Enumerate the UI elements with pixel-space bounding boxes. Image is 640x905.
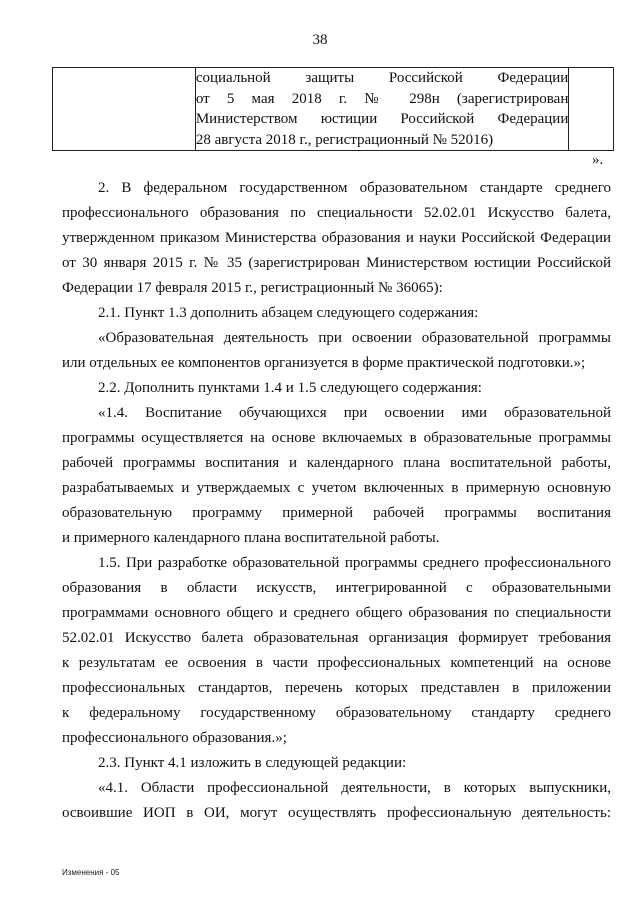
table-text-line: от 5 мая 2018 г. № 298н (зарегистрирован	[195, 90, 569, 107]
text-line: 2.2. Дополнить пунктами 1.4 и 1.5 следующего содержания:	[98, 380, 482, 396]
text-line: 52.02.01 Искусство балета образовательная организация формирует требования	[62, 630, 611, 646]
footer-note: Изменения - 05	[62, 868, 120, 877]
paragraph	[62, 326, 611, 376]
text-line: профессионального образования.»;	[62, 730, 287, 746]
page-number: 38	[312, 32, 328, 48]
text-line: к федеральному государственному образовательному стандарту среднего	[62, 705, 611, 721]
document-body	[62, 176, 611, 826]
continued-table	[52, 67, 614, 151]
text-line: «1.4. Воспитание обучающихся при освоении ими образовательной	[98, 405, 611, 421]
paragraph	[62, 751, 611, 776]
table-text-line: Министерством юстиции Российской Федерации	[195, 111, 569, 127]
table-text-line: социальной защиты Российской Федерации	[195, 70, 569, 86]
text-line: утвержденном приказом Министерства образования и науки Российской Федерации	[62, 230, 611, 246]
text-line: 2.3. Пункт 4.1 изложить в следующей редакции:	[98, 755, 407, 771]
text-line: от 30 января 2015 г. № 35 (зарегистрирован Министерством юстиции Российской	[62, 255, 611, 271]
paragraph	[62, 776, 611, 826]
paragraph	[62, 301, 611, 326]
text-line: или отдельных ее компонентов организуется в форме практической подготовки.»;	[62, 355, 586, 371]
table-cell-left	[53, 68, 196, 151]
text-line: и примерного календарного плана воспитательной работы.	[62, 530, 440, 546]
text-line: освоившие ИОП в ОИ, могут осуществлять профессиональную деятельность:	[62, 805, 611, 821]
text-line: 2. В федеральном государственном образовательном стандарте среднего	[98, 180, 611, 196]
text-line: «Образовательная деятельность при освоении образовательной программы	[98, 330, 611, 346]
text-line: профессионального образования по специальности 52.02.01 Искусство балета,	[62, 205, 611, 221]
text-line: рабочей программы воспитания и календарного плана воспитательной работы,	[62, 455, 611, 471]
table-cell-text	[195, 68, 569, 151]
text-line: 2.1. Пункт 1.3 дополнить абзацем следующего содержания:	[98, 305, 479, 321]
text-line: Федерации 17 февраля 2015 г., регистрационный № 36065):	[62, 280, 443, 296]
closing-quote: ».	[592, 152, 604, 168]
paragraph	[62, 376, 611, 401]
text-line: «4.1. Области профессиональной деятельности, в которых выпускники,	[98, 780, 611, 796]
text-line: к результатам ее освоения в части профессиональных компетенций на основе	[62, 655, 611, 671]
text-line: программы осуществляется на основе включаемых в образовательные программы	[62, 430, 611, 446]
table-cell-right	[569, 68, 614, 151]
paragraph	[62, 551, 611, 751]
text-line: образовательную программу примерной рабочей программы воспитания	[62, 505, 611, 521]
text-line: 1.5. При разработке образовательной программы среднего профессионального	[98, 555, 611, 571]
paragraph	[62, 176, 611, 301]
text-line: разрабатываемых и утверждаемых с учетом включенных в примерную основную	[62, 480, 611, 496]
text-line: образования в области искусств, интегрированной с образовательными	[62, 580, 611, 596]
paragraph	[62, 401, 611, 551]
table-text-line: 28 августа 2018 г., регистрационный № 52016)	[195, 131, 494, 148]
text-line: профессиональных стандартов, перечень которых представлен в приложении	[62, 680, 611, 696]
text-line: программами основного общего и среднего общего образования по специальности	[62, 605, 611, 621]
